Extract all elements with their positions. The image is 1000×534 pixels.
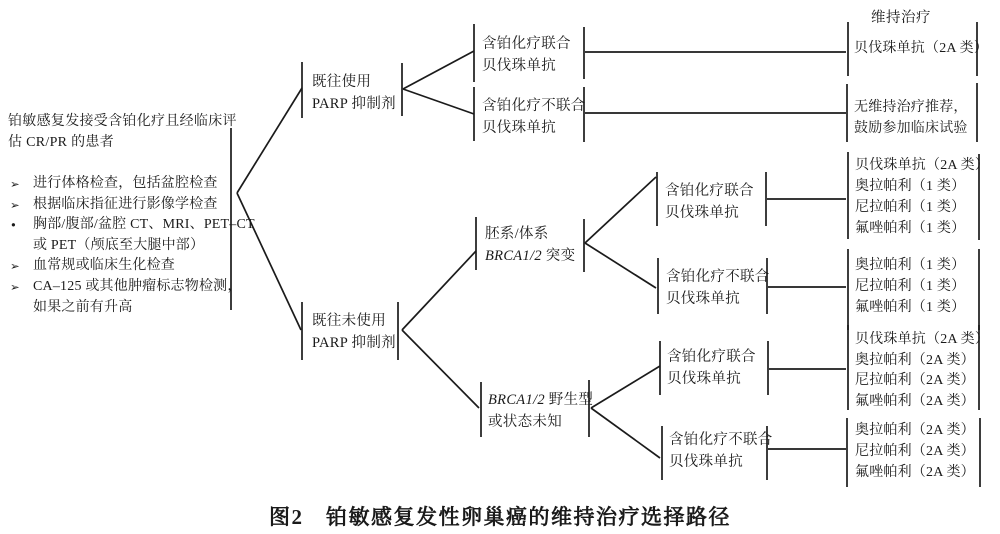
arrow-bullet-icon: ➢	[10, 177, 20, 191]
node-line: 含铂化疗联合	[482, 36, 571, 52]
node-line: 含铂化疗不联合	[666, 269, 770, 285]
therapy-option: 奥拉帕利（1 类）	[855, 258, 966, 273]
therapy-option: 贝伐珠单抗（2A 类）	[855, 158, 990, 173]
criteria-item	[8, 256, 255, 277]
therapy-option: 尼拉帕利（1 类）	[855, 200, 966, 215]
therapy-option: 尼拉帕利（2A 类）	[855, 444, 975, 459]
therapy-option: 奥拉帕利（2A 类）	[855, 423, 975, 438]
criteria-line: 胸部/腹部/盆腔 CT、MRI、PET–CT	[33, 217, 255, 233]
node-line: 贝伐珠单抗	[482, 119, 556, 136]
node-line: 含铂化疗联合	[665, 183, 754, 199]
patient-criteria-list	[8, 174, 255, 318]
node-line: 贝伐珠单抗	[669, 453, 743, 470]
gene-suffix: 突变	[541, 247, 576, 264]
result-list-5	[855, 330, 989, 412]
therapy-option: 氟唑帕利（2A 类）	[855, 465, 975, 480]
criteria-item	[8, 174, 255, 195]
node-line: 贝伐珠单抗	[482, 57, 556, 74]
node-chemo-no-bev-3	[669, 430, 773, 473]
node-no-prior-parp	[312, 311, 396, 354]
arrow-bullet-icon: ➢	[10, 259, 20, 274]
node-prior-parp	[312, 72, 396, 115]
therapy-option: 尼拉帕利（1 类）	[855, 279, 966, 294]
therapy-option: 鼓励参加临床试验	[854, 121, 968, 136]
node-chemo-no-bev-1	[482, 96, 586, 139]
patient-criteria-intro	[8, 111, 237, 153]
figure-caption: 图2 铂敏感复发性卵巢癌的维持治疗选择路径	[269, 505, 731, 529]
node-line: 含铂化疗不联合	[482, 98, 586, 114]
node-line: 或状态未知	[488, 413, 562, 430]
result-list-2	[854, 97, 968, 139]
therapy-option: 贝伐珠单抗（2A 类）	[855, 332, 990, 347]
criteria-line: 如果之前有升高	[33, 299, 133, 315]
result-list-1	[854, 38, 988, 60]
criteria-line: 或 PET（颅底至大腿中部）	[33, 237, 205, 253]
therapy-option: 氟唑帕利（1 类）	[855, 221, 966, 236]
intro-line: 铂敏感复发接受含铂化疗且经临床评	[8, 114, 237, 129]
node-chemo-bev-1	[482, 34, 571, 77]
node-line: 贝伐珠单抗	[667, 370, 741, 387]
therapy-option: 贝伐珠单抗（2A 类）	[854, 41, 989, 56]
node-line: PARP 抑制剂	[312, 95, 396, 112]
criteria-line: CA–125 或其他肿瘤标志物检测，	[33, 278, 242, 294]
result-list-3	[855, 155, 989, 239]
criteria-line: 进行体格检查，包括盆腔检查	[33, 176, 218, 191]
node-line	[488, 390, 593, 412]
maintenance-column-header: 维持治疗	[871, 10, 931, 26]
node-line: 既往未使用	[312, 313, 386, 329]
arrow-bullet-icon: ➢	[10, 197, 20, 212]
node-line: 含铂化疗联合	[667, 349, 756, 365]
gene-name: BRCA1/2	[488, 392, 545, 408]
criteria-item	[8, 277, 255, 318]
therapy-option: 奥拉帕利（2A 类）	[855, 352, 975, 368]
therapy-option: 无维持治疗推荐，	[854, 100, 968, 115]
gene-name: BRCA1/2	[485, 247, 542, 264]
node-line	[485, 246, 575, 268]
node-brca-mutated	[485, 224, 575, 267]
node-chemo-no-bev-2	[666, 267, 770, 310]
node-line: 胚系/体系	[485, 226, 549, 242]
therapy-option: 奥拉帕利（1 类）	[855, 179, 966, 194]
node-brca-wildtype	[488, 390, 593, 433]
node-line: PARP 抑制剂	[312, 334, 396, 351]
therapy-option: 尼拉帕利（2A 类）	[855, 373, 975, 388]
intro-line: 估 CR/PR 的患者	[8, 135, 114, 150]
node-line: 贝伐珠单抗	[665, 204, 739, 221]
gene-suffix: 野生型	[544, 392, 594, 408]
result-list-4	[855, 255, 965, 318]
criteria-item	[8, 215, 255, 256]
node-chemo-bev-3	[667, 347, 756, 390]
node-line: 含铂化疗不联合	[669, 432, 773, 448]
criteria-item	[8, 195, 255, 216]
criteria-line: 根据临床指征进行影像学检查	[33, 196, 218, 212]
node-line: 既往使用	[312, 74, 372, 90]
criteria-line: 血常规或临床生化检查	[33, 258, 175, 274]
arrow-bullet-icon: ➢	[10, 279, 20, 294]
therapy-option: 氟唑帕利（2A 类）	[855, 393, 975, 409]
dot-bullet-icon: •	[10, 218, 17, 233]
node-line: 贝伐珠单抗	[666, 290, 740, 307]
node-chemo-bev-2	[665, 181, 754, 224]
result-list-6	[855, 420, 975, 483]
therapy-option: 氟唑帕利（1 类）	[855, 300, 966, 315]
